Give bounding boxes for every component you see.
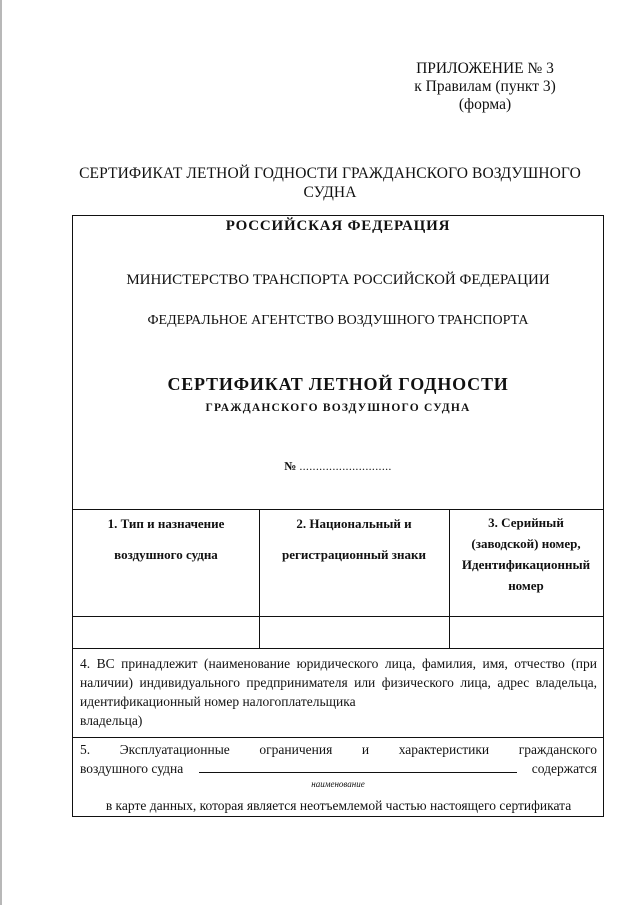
section-4-text: 4. ВС принадлежит (наименование юридического лица, фамилия, имя, отчество (при наличии) индивидуального предпринимателя или физического лица, адрес владельца, идентификационный номер налогоплательщика	[80, 656, 597, 709]
appendix-header	[400, 60, 570, 114]
section-5-suffix: содержатся	[531, 761, 597, 776]
appendix-number: ПРИЛОЖЕНИЕ № 3	[416, 60, 554, 77]
certificate-title: СЕРТИФИКАТ ЛЕТНОЙ ГОДНОСТИ	[167, 374, 509, 394]
number-blank: ............................	[299, 459, 392, 473]
appendix-reference: к Правилам (пункт 3)	[414, 78, 556, 95]
column-header-serial-number: 3. Серийный (заводской) номер, Идентификационный номер	[461, 515, 591, 593]
number-label: №	[284, 459, 297, 473]
column-header-registration-marks: 2. Национальный и регистрационный знаки	[282, 516, 426, 562]
country-name: РОССИЙСКАЯ ФЕДЕРАЦИЯ	[225, 218, 451, 234]
document-title-line-2: СУДНА	[303, 184, 357, 201]
section-5-prefix: воздушного судна	[80, 761, 184, 776]
certificate-form	[72, 215, 604, 817]
agency-name: ФЕДЕРАЛЬНОЕ АГЕНТСТВО ВОЗДУШНОГО ТРАНСПОРТА	[147, 313, 529, 328]
aircraft-name-field[interactable]	[199, 760, 517, 773]
appendix-form-note: (форма)	[458, 96, 512, 113]
section-5-line-3: в карте данных, которая является неотъемлемой частью настоящего сертификата	[105, 798, 572, 813]
table-top-divider	[73, 509, 603, 510]
table-bottom-divider	[73, 648, 603, 649]
section-5-line-2	[80, 759, 597, 778]
table-header-divider	[73, 616, 603, 617]
name-field-hint: наименование	[311, 779, 365, 789]
ministry-name: МИНИСТЕРСТВО ТРАНСПОРТА РОССИЙСКОЙ ФЕДЕРАЦИИ	[126, 272, 550, 288]
section-5-line-1: 5. Эксплуатационные ограничения и характеристики гражданского	[80, 742, 597, 757]
section-5-limitations	[80, 740, 597, 778]
section-divider	[73, 737, 603, 738]
document-title-line-1: СЕРТИФИКАТ ЛЕТНОЙ ГОДНОСТИ ГРАЖДАНСКОГО ВОЗДУШНОГО	[79, 165, 581, 182]
certificate-subtitle: ГРАЖДАНСКОГО ВОЗДУШНОГО СУДНА	[205, 402, 471, 414]
certificate-number	[73, 459, 603, 474]
document-title	[60, 164, 600, 202]
column-header-aircraft-type: 1. Тип и назначение воздушного судна	[107, 516, 225, 562]
scan-edge	[0, 0, 2, 905]
section-4-owner	[80, 654, 597, 730]
section-4-last-line: владельца)	[80, 713, 143, 728]
